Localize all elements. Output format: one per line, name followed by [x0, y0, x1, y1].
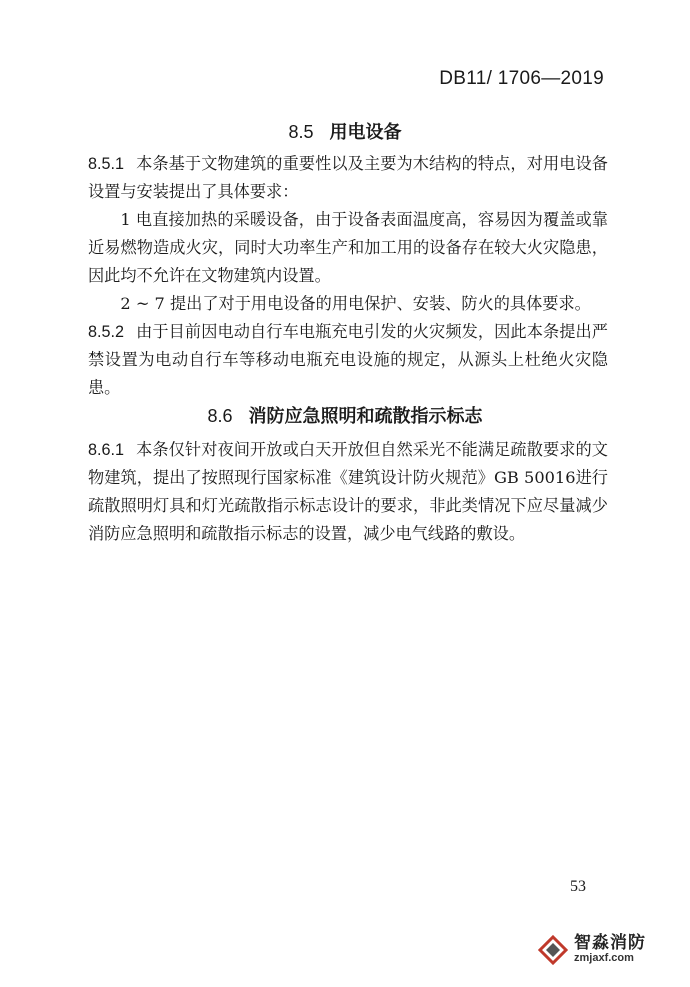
clause-8-5-1 [88, 150, 608, 206]
clause-text: 由于目前因电动自行车电瓶充电引发的火灾频发，因此本条提出严禁设置为电动自行车等移动电瓶充电设施的规定，从源头上杜绝火灾隐患。 [88, 322, 608, 397]
clause-number: 8.5.2 [88, 323, 125, 341]
document-code: DB11/ 1706—2019 [439, 68, 604, 89]
watermark-name: 智淼消防 [574, 933, 646, 954]
section-number: 8.6 [207, 406, 233, 426]
section-heading-8-5 [0, 118, 690, 144]
logo-diamond-icon [538, 935, 568, 965]
section-title-text: 用电设备 [329, 122, 402, 143]
watermark [538, 935, 646, 965]
section-heading-8-6 [0, 402, 690, 428]
clause-8-6-1 [88, 436, 608, 548]
section-title-text: 消防应急照明和疏散指示标志 [248, 406, 483, 427]
item-text: 2 ~ 7 提出了对于用电设备的用电保护、安装、防火的具体要求。 [120, 294, 591, 313]
clause-number: 8.5.1 [88, 155, 125, 173]
clause-number: 8.6.1 [88, 441, 125, 459]
watermark-url: zmjaxf.com [574, 952, 634, 965]
clause-8-5-1-item-1 [88, 206, 608, 290]
page-number: 53 [570, 878, 586, 895]
clause-text: 本条基于文物建筑的重要性以及主要为木结构的特点，对用电设备设置与安装提出了具体要求： [88, 154, 608, 201]
section-number: 8.5 [288, 122, 314, 142]
item-text: 1 电直接加热的采暖设备，由于设备表面温度高，容易因为覆盖或靠近易燃物造成火灾，同时大功率生产和加工用的设备存在较大火灾隐患，因此均不允许在文物建筑内设置。 [88, 210, 608, 285]
clause-8-5-2 [88, 318, 608, 402]
clause-8-5-1-items-2-7 [88, 290, 608, 318]
clause-text: 本条仅针对夜间开放或白天开放但自然采光不能满足疏散要求的文物建筑，提出了按照现行国家标准《建筑设计防火规范》GB 50016进行疏散照明灯具和灯光疏散指示标志设计的要求，非此类情况下应尽量减少消防应急照明和疏散指示标志的设置，减少电气线路的敷设。 [88, 440, 608, 543]
